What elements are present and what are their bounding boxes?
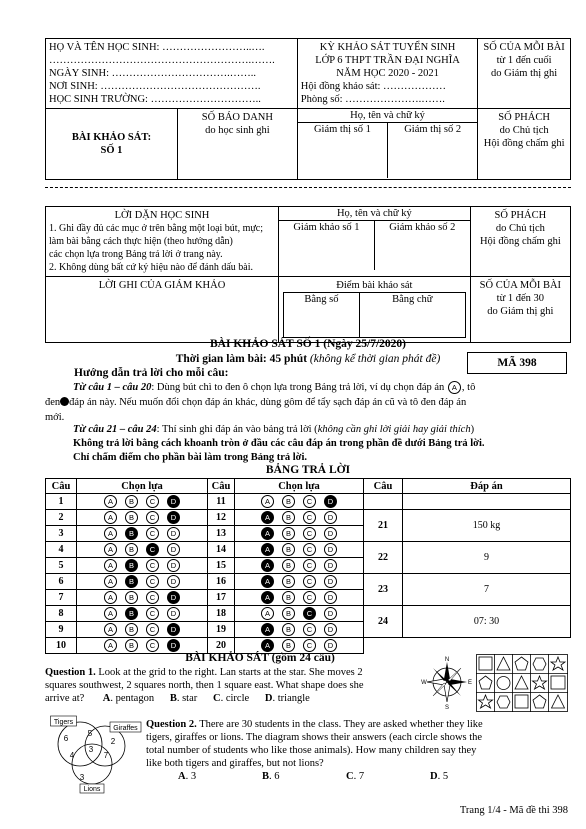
question-number: 16	[208, 574, 235, 590]
triangle-shape	[515, 676, 528, 689]
option-bubble-c[interactable]: C	[303, 575, 316, 588]
option-bubble-d[interactable]: D	[324, 527, 337, 540]
option-bubble-a[interactable]: A	[261, 559, 274, 572]
option-bubble-d[interactable]: D	[324, 511, 337, 524]
square-shape	[551, 676, 565, 689]
triangle-shape	[497, 657, 510, 670]
written-answer[interactable]: 9	[403, 542, 571, 574]
cut-line	[45, 187, 571, 188]
header-table	[45, 38, 571, 180]
option-bubble-c[interactable]: C	[146, 591, 159, 604]
option-bubble-b[interactable]: B	[125, 495, 138, 508]
option-bubble-b[interactable]: B	[282, 511, 295, 524]
option-bubble-a[interactable]: A	[104, 623, 117, 636]
guide-title: Hướng dẫn trả lời cho mỗi câu:	[74, 367, 229, 379]
option-bubble-a[interactable]: A	[261, 623, 274, 636]
choice-cell	[77, 510, 208, 526]
written-answer[interactable]: 7	[403, 574, 571, 606]
choice-cell	[77, 606, 208, 622]
question-number: 12	[208, 510, 235, 526]
answer-option: C. 7	[346, 771, 365, 782]
blank-cell	[403, 638, 571, 654]
option-bubble-a[interactable]: A	[104, 639, 117, 652]
hexagon-shape	[497, 696, 510, 708]
option-bubble-a[interactable]: A	[261, 511, 274, 524]
question-2: Question 2. There are 30 students in the class. They are asked whether they like tigers, giraffes or lions. The diagram shows their answers (each circle shows the total number of students who like those animals). How many children say they like both tigers and giraffes, but not lions? A. 3 B. 6 C. 7 D. 5	[146, 718, 571, 783]
option-bubble-d[interactable]: D	[167, 511, 180, 524]
choice-cell	[235, 542, 364, 558]
question-number: 5	[46, 558, 77, 574]
option-bubble-c[interactable]: C	[303, 527, 316, 540]
option-bubble-c[interactable]: C	[146, 527, 159, 540]
code-box-2: SỐ PHÁCH do Chủ tịch Hội đồng chấm ghi	[470, 207, 570, 277]
option-bubble-b[interactable]: B	[125, 527, 138, 540]
option-bubble-b[interactable]: B	[282, 607, 295, 620]
exam-code: MÃ 398	[467, 352, 567, 374]
advice-table	[45, 206, 571, 343]
option-bubble-c[interactable]: C	[146, 495, 159, 508]
examiner-box: Họ, tên và chữ ký Giám khảo số 1 Giám khảo số 2	[279, 207, 471, 277]
question-1: Question 1. Look at the grid to the right. Lan starts at the star. She moves 2 squares southwest, 2 squares north, then 1 square east. What shape does she arrive at? A. pentagon B. star C. circle D. triangle	[45, 667, 364, 704]
triangle-shape	[552, 695, 565, 708]
choice-cell	[235, 590, 364, 606]
question-number: 20	[208, 638, 235, 654]
choice-cell	[77, 558, 208, 574]
option-bubble-d[interactable]: D	[167, 623, 180, 636]
answer-row	[46, 542, 571, 558]
guide-paragraph-2: Từ câu 21 – câu 24: Thí sinh ghi đáp án vào bảng trả lời (không cần ghi lời giải hay giải thích)	[73, 424, 475, 435]
compass-e: E	[467, 680, 473, 686]
candidate-number-box[interactable]: SỐ BÁO DANH do học sinh ghi	[178, 109, 298, 180]
option-bubble-b[interactable]: B	[282, 527, 295, 540]
question-number: 23	[364, 574, 403, 606]
exam-title: BÀI KHẢO SÁT SỐ 1 (Ngày 25/7/2020)	[210, 338, 406, 350]
option-bubble-b[interactable]: B	[282, 639, 295, 652]
option-bubble-d[interactable]: D	[324, 607, 337, 620]
question-number: 9	[46, 622, 77, 638]
option-bubble-a[interactable]: A	[104, 495, 117, 508]
serial-box: SỐ CỦA MỖI BÀI từ 1 đến cuối do Giám thị ghi	[478, 39, 571, 109]
option-bubble-c[interactable]: C	[146, 623, 159, 636]
option-bubble-c[interactable]: C	[146, 575, 159, 588]
option-bubble-d[interactable]: D	[167, 527, 180, 540]
answer-row	[46, 606, 571, 622]
option-bubble-a[interactable]: A	[261, 527, 274, 540]
question-number: 11	[208, 494, 235, 510]
pentagon-shape	[515, 657, 528, 670]
compass-w: W	[421, 680, 427, 686]
choice-cell	[77, 574, 208, 590]
choice-cell	[235, 526, 364, 542]
star-shape	[551, 657, 565, 670]
option-bubble-c[interactable]: C	[303, 511, 316, 524]
option-bubble-b[interactable]: B	[282, 559, 295, 572]
question-number: 8	[46, 606, 77, 622]
answer-sheet: Câu Chọn lựa Câu Chọn lựa Câu Đáp án 1 A B C D 11 A B C D 2 A B C D 12 A B C D 21 150 kg 3 A B C D 13 A B C D 4 A B C D 14 A B C D 22 9 5 A B C D 15 A B C D 6 A B C D 16 A B C D 23 7 7 A B C D 17 A B C D 8 A B C D 18 A B C D 24 07: 30 9 A B C D 19 A B C D 10 A B C D 20 A B C D	[45, 478, 571, 654]
venn-label-lions: Lions	[83, 786, 101, 793]
compass-s: S	[444, 705, 450, 710]
score-words[interactable]: Bằng chữ	[392, 294, 433, 305]
choice-cell	[77, 622, 208, 638]
question-number: 15	[208, 558, 235, 574]
choice-cell	[235, 558, 364, 574]
option-bubble-b[interactable]: B	[125, 607, 138, 620]
option-bubble-b[interactable]: B	[125, 559, 138, 572]
option-bubble-d[interactable]: D	[167, 607, 180, 620]
venn-num: 7	[103, 751, 109, 760]
answer-sheet-title: BẢNG TRẢ LỜI	[265, 464, 351, 476]
question-number: 21	[364, 510, 403, 542]
option-bubble-b[interactable]: B	[282, 495, 295, 508]
page-footer: Trang 1/4 - Mã đề thi 398	[459, 805, 568, 816]
option-bubble-c[interactable]: C	[303, 623, 316, 636]
venn-num: 2	[110, 737, 116, 746]
filled-bubble-icon	[60, 397, 69, 406]
venn-diagram	[50, 714, 142, 794]
question-number: 7	[46, 590, 77, 606]
option-bubble-b[interactable]: B	[125, 623, 138, 636]
question-number: 10	[46, 638, 77, 654]
option-bubble-c[interactable]: C	[146, 639, 159, 652]
option-bubble-a[interactable]: A	[104, 591, 117, 604]
student-advice: LỜI DẶN HỌC SINH 1. Ghi đầy đủ các mục ở trên bằng một loại bút, mực; làm bài bằng cách thực hiện (theo hướng dẫn) các chọn lựa trong Bảng trả lời ở trang này. 2. Không dùng bất cứ ký hiệu nào để đánh dấu bài.	[46, 207, 279, 277]
compass-icon	[420, 654, 474, 710]
choice-cell	[235, 510, 364, 526]
option-bubble-d[interactable]: D	[324, 559, 337, 572]
question-2-options	[146, 770, 571, 783]
answer-option: A. 3	[178, 771, 197, 782]
hexagon-shape	[533, 658, 546, 670]
option-bubble-b[interactable]: B	[125, 639, 138, 652]
option-bubble-c[interactable]: C	[303, 607, 316, 620]
choice-cell	[235, 606, 364, 622]
option-bubble-c[interactable]: C	[303, 559, 316, 572]
option-bubble-d[interactable]: D	[324, 591, 337, 604]
choice-cell	[77, 526, 208, 542]
option-bubble-c[interactable]: C	[146, 607, 159, 620]
option-bubble-a[interactable]: A	[261, 639, 274, 652]
square-shape	[479, 657, 492, 670]
option-bubble-b[interactable]: B	[125, 575, 138, 588]
option-bubble-d[interactable]: D	[324, 495, 337, 508]
option-bubble-a[interactable]: A	[261, 575, 274, 588]
option-bubble-c[interactable]: C	[146, 511, 159, 524]
proctor-2-signature[interactable]: Giám thị số 2	[404, 124, 462, 135]
blank-cell	[403, 494, 571, 510]
examiner-remarks[interactable]: LỜI GHI CỦA GIÁM KHẢO	[46, 277, 279, 343]
option-bubble-a[interactable]: A	[261, 607, 274, 620]
question-number: 13	[208, 526, 235, 542]
answer-option: B. 6	[262, 771, 280, 782]
option-bubble-d[interactable]: D	[167, 559, 180, 572]
answer-row	[46, 574, 571, 590]
test-title: BÀI KHẢO SÁT: SỐ 1	[46, 109, 178, 180]
question-number: 4	[46, 542, 77, 558]
choice-cell	[77, 542, 208, 558]
choice-cell	[77, 590, 208, 606]
pentagon-shape	[479, 676, 492, 689]
examiner-1-signature[interactable]: Giám khảo số 1	[279, 221, 375, 270]
option-bubble-d[interactable]: D	[324, 575, 337, 588]
option-bubble-a[interactable]: A	[104, 543, 117, 556]
option-bubble-b[interactable]: B	[282, 543, 295, 556]
exam-info: KỲ KHẢO SÁT TUYỂN SINH LỚP 6 THPT TRẦN ĐẠI NGHĨA NĂM HỌC 2020 - 2021 Hội đồng khảo sát: ……………… Phòng số: ………………….…….	[297, 39, 477, 109]
student-info: HỌ VÀ TÊN HỌC SINH: ……………………..…. ………………………………………………….……. NGÀY SINH: …………………………….…….. NƠI SINH: ………………………………………. HỌC SINH TRƯỜNG: …………………………..	[46, 39, 298, 109]
guide-paragraph-3: Không trả lời bằng cách khoanh tròn ở đầu các câu đáp án trong phần đề dưới Bảng trả lời.	[73, 438, 485, 449]
score-number[interactable]: Bằng số	[284, 293, 360, 337]
venn-num: 3	[88, 745, 94, 754]
question-number: 6	[46, 574, 77, 590]
choice-cell	[235, 574, 364, 590]
written-answer[interactable]: 07: 30	[403, 606, 571, 638]
option-bubble-a[interactable]: A	[261, 495, 274, 508]
star-shape	[533, 676, 547, 689]
question-number: 14	[208, 542, 235, 558]
option-bubble-a[interactable]: A	[104, 511, 117, 524]
question-number: 2	[46, 510, 77, 526]
option-bubble-a[interactable]: A	[104, 575, 117, 588]
option-bubble-a[interactable]: A	[104, 607, 117, 620]
serial-box-2: SỐ CỦA MỖI BÀI từ 1 đến 30 do Giám thị ghi	[470, 277, 570, 343]
question-number: 3	[46, 526, 77, 542]
choice-cell	[77, 494, 208, 510]
examiner-2-signature[interactable]: Giám khảo số 2	[389, 222, 456, 233]
written-answer[interactable]: 150 kg	[403, 510, 571, 542]
option-bubble-b[interactable]: B	[125, 591, 138, 604]
question-number: 1	[46, 494, 77, 510]
option-bubble-c[interactable]: C	[146, 559, 159, 572]
section-title: BÀI KHẢO SÁT (gồm 24 câu)	[185, 652, 335, 664]
question-number: 19	[208, 622, 235, 638]
choice-cell	[235, 622, 364, 638]
option-bubble-d[interactable]: D	[324, 639, 337, 652]
option-bubble-b[interactable]: B	[282, 591, 295, 604]
option-bubble-c[interactable]: C	[303, 543, 316, 556]
option-bubble-c[interactable]: C	[303, 591, 316, 604]
option-bubble-a[interactable]: A	[104, 559, 117, 572]
answer-option: B. star	[169, 693, 198, 704]
time-line: Thời gian làm bài: 45 phút (không kể thời gian phát đề)	[175, 353, 441, 365]
option-bubble-d[interactable]: D	[324, 623, 337, 636]
example-option-a: A	[448, 381, 461, 394]
question-number: 18	[208, 606, 235, 622]
option-bubble-c[interactable]: C	[146, 543, 159, 556]
option-bubble-d[interactable]: D	[324, 543, 337, 556]
answer-option: C. circle	[213, 693, 250, 704]
guide-paragraph-1: Từ câu 1 – câu 20: Dùng bút chì to đen ô chọn lựa trong Bảng trả lời, ví dụ chọn đáp án A , tô đen đáp án này. Nếu muốn đổi chọn đáp án khác, dùng gôm để tẩy sạch đáp án cũ và tô đen đáp án mới.	[45, 382, 476, 423]
venn-label-tigers: Tigers	[53, 719, 74, 726]
option-bubble-b[interactable]: B	[282, 575, 295, 588]
answer-option: D. 5	[430, 771, 449, 782]
question-1-options	[87, 693, 310, 704]
option-bubble-d[interactable]: D	[167, 543, 180, 556]
option-bubble-b[interactable]: B	[125, 543, 138, 556]
option-bubble-d[interactable]: D	[167, 591, 180, 604]
shape-grid	[476, 654, 568, 712]
option-bubble-d[interactable]: D	[167, 575, 180, 588]
answer-option: A. pentagon	[102, 693, 155, 704]
option-bubble-b[interactable]: B	[125, 511, 138, 524]
venn-num: 4	[69, 751, 75, 760]
proctor-box: Họ, tên và chữ ký Giám thị số 1 Giám thị số 2	[297, 109, 477, 180]
venn-num: 5	[87, 729, 93, 738]
question-number: 17	[208, 590, 235, 606]
star-shape	[479, 695, 493, 708]
option-bubble-c[interactable]: C	[303, 495, 316, 508]
option-bubble-d[interactable]: D	[167, 639, 180, 652]
answer-option: D. triangle	[264, 693, 310, 704]
circle-shape	[497, 677, 510, 690]
option-bubble-a[interactable]: A	[104, 527, 117, 540]
option-bubble-d[interactable]: D	[167, 495, 180, 508]
question-number: 24	[364, 606, 403, 638]
code-box: SỐ PHÁCH do Chủ tịch Hội đồng chấm ghi	[478, 109, 571, 180]
blank-cell	[364, 494, 403, 510]
option-bubble-a[interactable]: A	[261, 591, 274, 604]
compass-n: N	[444, 657, 450, 663]
venn-label-giraffes: Giraffes	[113, 725, 138, 732]
venn-num: 6	[63, 734, 69, 743]
answer-row	[46, 510, 571, 526]
choice-cell	[235, 494, 364, 510]
guide-paragraph-4: Chỉ chấm điểm cho phần bài làm trong Bảng trả lời.	[73, 452, 308, 463]
proctor-1-signature[interactable]: Giám thị số 1	[298, 123, 388, 178]
question-number: 22	[364, 542, 403, 574]
option-bubble-b[interactable]: B	[282, 623, 295, 636]
option-bubble-a[interactable]: A	[261, 543, 274, 556]
option-bubble-c[interactable]: C	[303, 639, 316, 652]
pentagon-shape	[533, 695, 546, 708]
venn-num: 3	[79, 773, 85, 782]
answer-row	[46, 494, 571, 510]
square-shape	[515, 695, 528, 708]
score-box: Điểm bài khảo sát Bằng số Bằng chữ	[279, 277, 471, 343]
